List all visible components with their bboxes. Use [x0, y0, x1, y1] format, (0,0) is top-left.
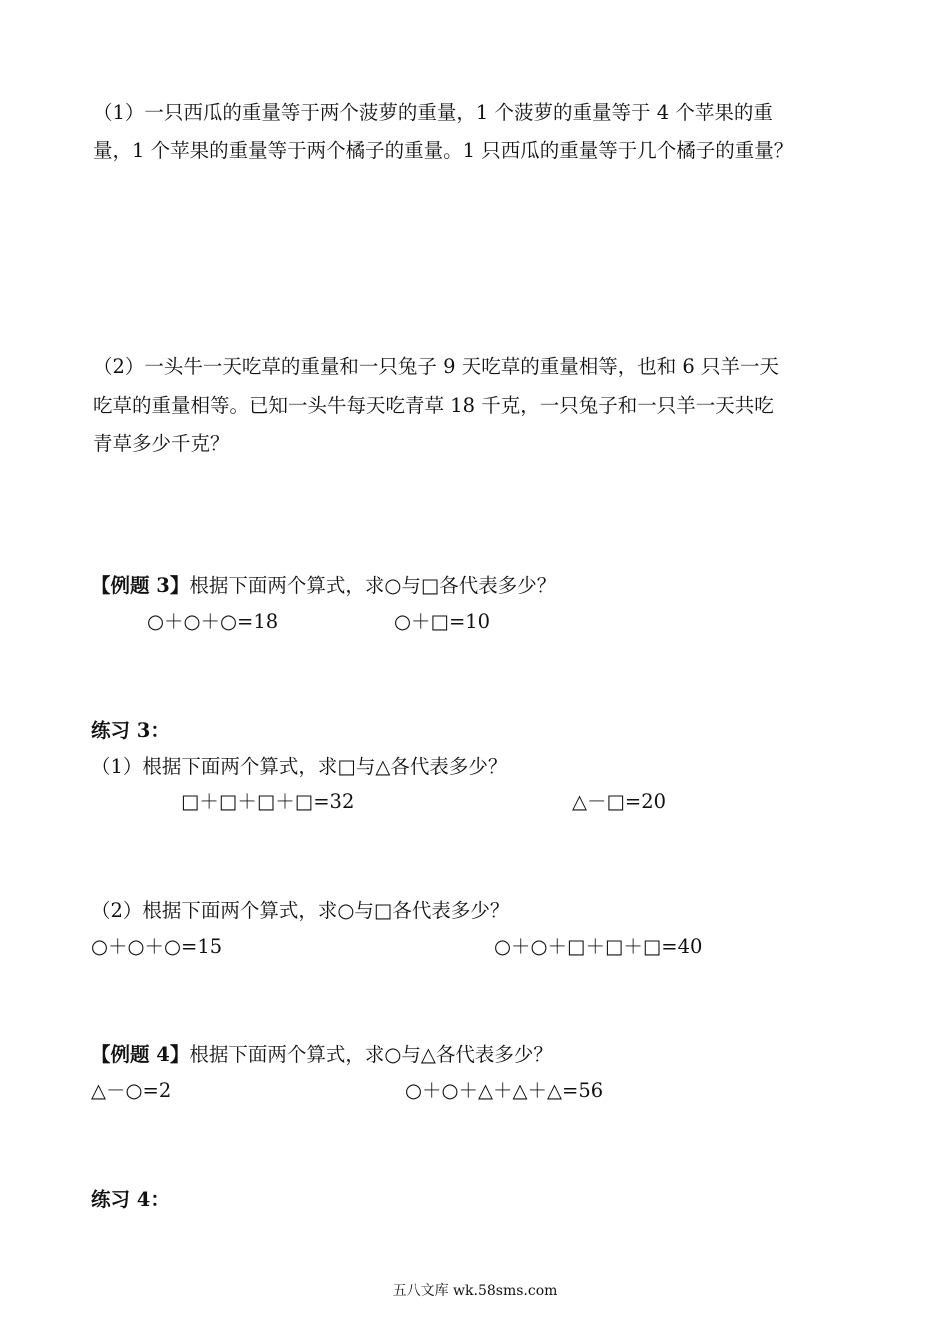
practice3-q1-equation-1: □＋□＋□＋□=32 — [181, 790, 355, 813]
problem2-line1: （2）一头牛一天吃草的重量和一只兔子 9 天吃草的重量相等，也和 6 只羊一天 — [93, 355, 780, 378]
problem2-line2: 吃草的重量相等。已知一头牛每天吃青草 18 千克，一只兔子和一只羊一天共吃 — [93, 394, 774, 417]
practice3-question-1: （1）根据下面两个算式，求□与△各代表多少？ — [91, 755, 508, 778]
practice4-heading: 练习 4： — [91, 1188, 170, 1211]
example3-equation-2: ○＋□=10 — [394, 610, 491, 633]
practice3-q2-equation-2: ○＋○＋□＋□＋□=40 — [494, 935, 703, 958]
example3-question-line — [91, 574, 556, 598]
practice3-q2-equation-1: ○＋○＋○=15 — [91, 935, 223, 958]
example4-equation-1: △－○=2 — [91, 1079, 172, 1102]
example4-label: 【例题 4】 — [91, 1043, 190, 1066]
example4-question: 根据下面两个算式，求○与△各代表多少？ — [189, 1043, 553, 1066]
example3-label: 【例题 3】 — [91, 574, 190, 597]
practice3-question-2: （2）根据下面两个算式，求○与□各代表多少？ — [91, 899, 510, 922]
practice3-q1-equation-2: △－□=20 — [572, 790, 667, 813]
problem2-line3: 青草多少千克？ — [93, 432, 230, 455]
example4-equation-2: ○＋○＋△＋△＋△=56 — [405, 1079, 604, 1102]
example3-equation-1: ○＋○＋○=18 — [147, 610, 279, 633]
problem1-line2: 量，1 个苹果的重量等于两个橘子的重量。1 只西瓜的重量等于几个橘子的重量？ — [93, 139, 794, 162]
practice3-heading: 练习 3： — [91, 719, 170, 742]
problem1-line1: （1）一只西瓜的重量等于两个菠萝的重量，1 个菠萝的重量等于 4 个苹果的重 — [93, 101, 773, 124]
page-footer: 五八文库 wk.58sms.com — [392, 1283, 558, 1299]
example4-question-line — [91, 1043, 553, 1067]
example3-question: 根据下面两个算式，求○与□各代表多少？ — [189, 574, 557, 597]
